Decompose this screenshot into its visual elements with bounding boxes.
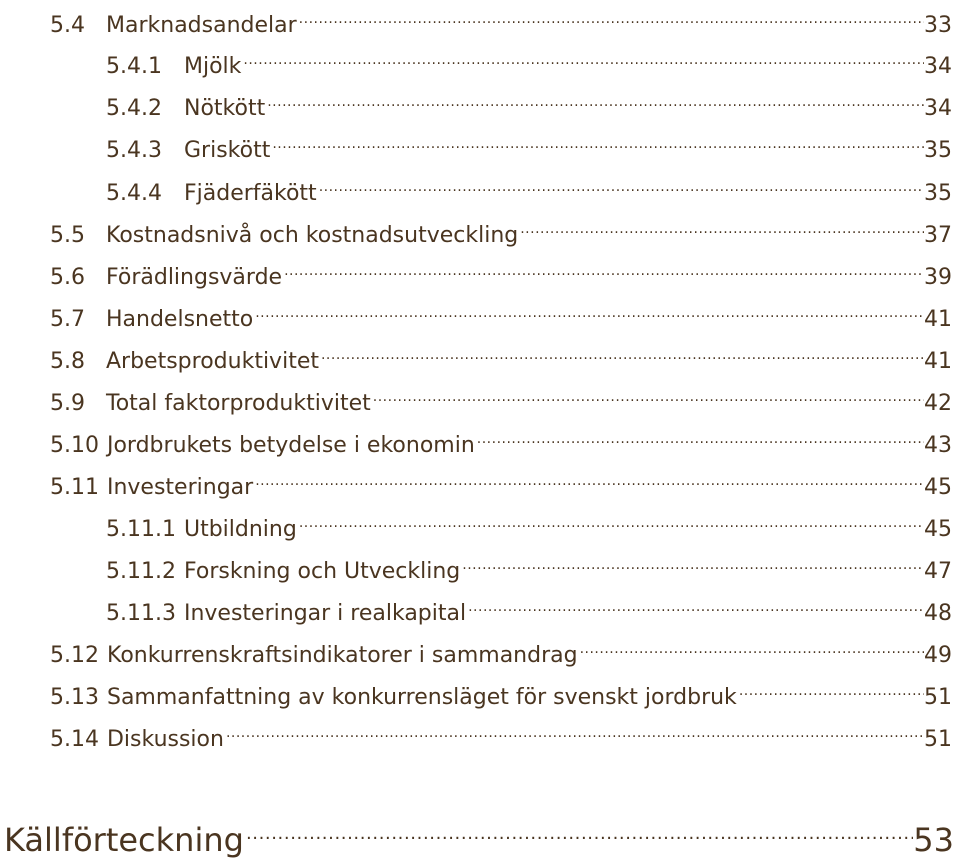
page-number: 45	[924, 475, 952, 500]
dot-leader	[578, 628, 924, 662]
toc-entry[interactable]	[0, 712, 960, 752]
toc-entry[interactable]	[0, 0, 960, 38]
toc-entry-bibliography[interactable]	[0, 805, 960, 859]
section-title: Konkurrenskraftsindikatorer i sammandrag	[106, 643, 578, 668]
toc-entry[interactable]	[0, 586, 960, 626]
section-title: Nötkött	[184, 96, 266, 121]
section-title: Jordbrukets betydelse i ekonomin	[106, 433, 475, 458]
section-number: 5.4	[50, 13, 85, 38]
toc-entry[interactable]	[0, 628, 960, 668]
toc-entry[interactable]	[0, 292, 960, 332]
section-number: 5.6	[50, 265, 85, 290]
dot-leader	[241, 39, 924, 73]
section-number: 5.4.1	[106, 54, 162, 79]
section-number: 5.4.2	[106, 96, 162, 121]
dot-leader	[319, 334, 924, 368]
section-title: Förädlingsvärde	[106, 265, 283, 290]
toc-entry[interactable]	[0, 418, 960, 458]
section-title: Griskött	[184, 138, 271, 163]
page-number: 45	[924, 517, 952, 542]
dot-leader	[270, 123, 924, 157]
section-title: Investeringar	[106, 475, 254, 500]
section-title: Total faktorproduktivitet	[106, 391, 371, 416]
section-number: 5.8	[50, 349, 85, 374]
section-number: 5.13	[50, 685, 99, 710]
section-title: Marknadsandelar	[106, 13, 297, 38]
page-number: 51	[924, 727, 952, 752]
section-number: 5.11.1	[106, 517, 176, 542]
toc-entry[interactable]	[0, 39, 960, 79]
toc-entry[interactable]	[0, 502, 960, 542]
page-number: 41	[924, 349, 952, 374]
section-title: Mjölk	[184, 54, 242, 79]
toc-entry[interactable]	[0, 460, 960, 500]
toc-entry[interactable]	[0, 376, 960, 416]
page-number: 43	[924, 433, 952, 458]
section-title: Fjäderfäkött	[184, 181, 317, 206]
section-title: Investeringar i realkapital	[183, 601, 467, 626]
section-number: 5.10	[50, 433, 99, 458]
section-number: 5.14	[50, 727, 99, 752]
section-title: Sammanfattning av konkurrensläget för svenskt jordbruk	[106, 685, 737, 710]
section-number: 5.4.4	[106, 181, 162, 206]
dot-leader	[244, 805, 913, 851]
dot-leader	[297, 502, 924, 536]
page-number: 41	[924, 307, 952, 332]
dot-leader	[253, 460, 924, 494]
dot-leader	[737, 670, 924, 704]
toc-entry[interactable]	[0, 81, 960, 121]
dot-leader	[317, 166, 924, 200]
page-number: 35	[924, 138, 952, 163]
section-number: 5.11	[50, 475, 99, 500]
toc-entry[interactable]	[0, 544, 960, 584]
page-number: 33	[924, 13, 952, 38]
section-title: Utbildning	[183, 517, 297, 542]
dot-leader	[253, 292, 924, 326]
page-number: 34	[924, 54, 952, 79]
section-number: 5.5	[50, 223, 85, 248]
dot-leader	[265, 81, 924, 115]
dot-leader	[475, 418, 924, 452]
page-number: 49	[924, 643, 952, 668]
dot-leader	[460, 544, 924, 578]
bibliography-page-number: 53	[913, 821, 954, 859]
section-number: 5.11.2	[106, 559, 176, 584]
toc-entry[interactable]	[0, 670, 960, 710]
section-title: Arbetsproduktivitet	[106, 349, 319, 374]
page-number: 47	[924, 559, 952, 584]
section-number: 5.12	[50, 643, 99, 668]
dot-leader	[224, 712, 924, 746]
dot-leader	[297, 0, 924, 32]
page-number: 34	[924, 96, 952, 121]
page-number: 51	[924, 685, 952, 710]
dot-leader	[371, 376, 924, 410]
section-title: Kostnadsnivå och kostnadsutveckling	[106, 223, 519, 248]
toc-entry[interactable]	[0, 123, 960, 163]
page-number: 37	[924, 223, 952, 248]
section-number: 5.4.3	[106, 138, 162, 163]
dot-leader	[466, 586, 924, 620]
section-title: Diskussion	[106, 727, 224, 752]
dot-leader	[518, 208, 924, 242]
section-title: Forskning och Utveckling	[183, 559, 461, 584]
toc-entry[interactable]	[0, 208, 960, 248]
dot-leader	[282, 250, 924, 284]
section-number: 5.7	[50, 307, 85, 332]
page-number: 48	[924, 601, 952, 626]
section-number: 5.9	[50, 391, 85, 416]
toc-entry[interactable]	[0, 334, 960, 374]
section-number: 5.11.3	[106, 601, 176, 626]
section-title: Handelsnetto	[106, 307, 254, 332]
bibliography-title: Källförteckning	[4, 821, 244, 859]
page-number: 35	[924, 181, 952, 206]
toc-entry[interactable]	[0, 250, 960, 290]
toc-entry[interactable]	[0, 166, 960, 206]
page-number: 42	[924, 391, 952, 416]
page-number: 39	[924, 265, 952, 290]
